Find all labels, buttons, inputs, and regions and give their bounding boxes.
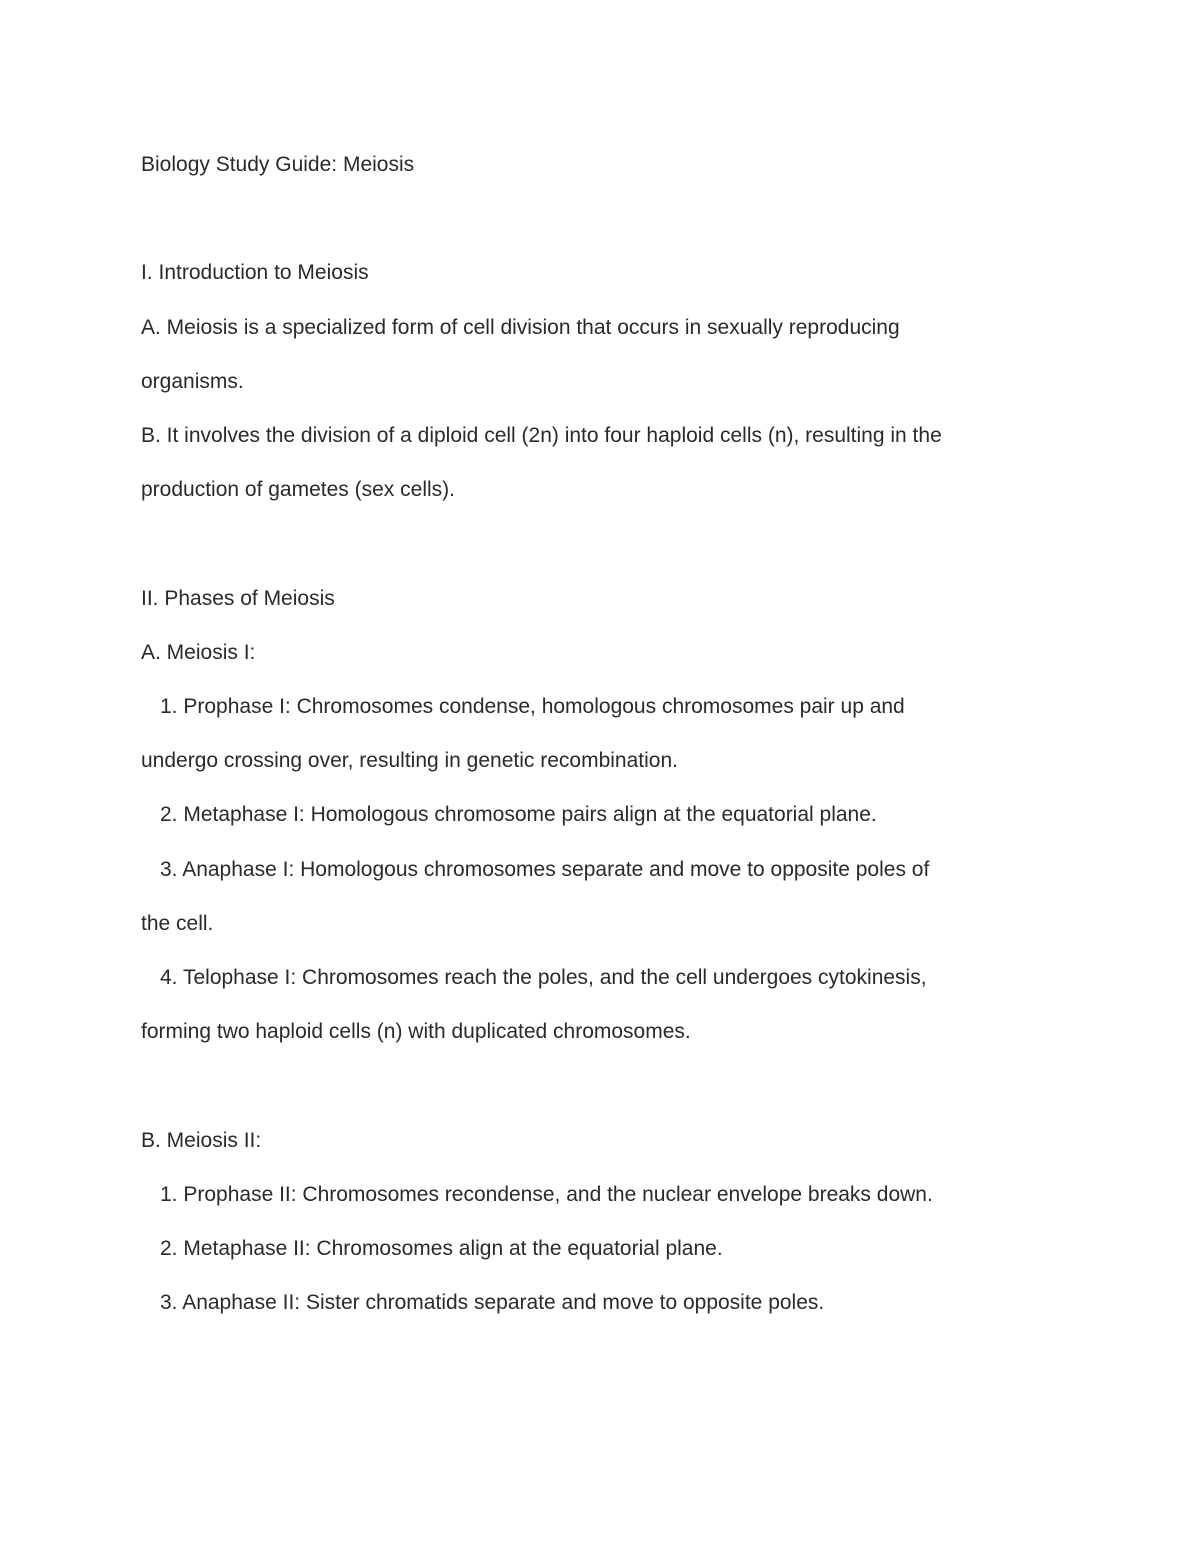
anaphase-2: 3. Anaphase II: Sister chromatids separate and move to opposite poles.	[160, 1291, 825, 1315]
prophase-1-line-2: undergo crossing over, resulting in genetic recombination.	[141, 749, 678, 773]
prophase-2: 1. Prophase II: Chromosomes recondense, and the nuclear envelope breaks down.	[160, 1182, 933, 1206]
subheading-meiosis-2: B. Meiosis II:	[141, 1128, 262, 1152]
spacer	[141, 517, 1056, 571]
intro-point-b-line-2: production of gametes (sex cells).	[141, 478, 455, 502]
metaphase-1: 2. Metaphase I: Homologous chromosome pairs align at the equatorial plane.	[160, 803, 877, 827]
telophase-1-line-1: 4. Telophase I: Chromosomes reach the poles, and the cell undergoes cytokinesis,	[160, 966, 927, 990]
subheading-meiosis-1: A. Meiosis I:	[141, 640, 256, 664]
section-heading-introduction: I. Introduction to Meiosis	[141, 261, 369, 285]
intro-point-a-line-1: A. Meiosis is a specialized form of cell division that occurs in sexually reproducing	[141, 315, 900, 339]
intro-point-b-line-1: B. It involves the division of a diploid cell (2n) into four haploid cells (n), resulting in the	[141, 424, 942, 447]
telophase-1-line-2: forming two haploid cells (n) with duplicated chromosomes.	[141, 1020, 691, 1044]
document-title: Biology Study Guide: Meiosis	[141, 153, 415, 176]
metaphase-2: 2. Metaphase II: Chromosomes align at the equatorial plane.	[160, 1237, 723, 1261]
document-body	[141, 138, 1056, 1330]
anaphase-1-line-1: 3. Anaphase I: Homologous chromosomes separate and move to opposite poles of	[160, 857, 930, 881]
anaphase-1-line-2: the cell.	[141, 911, 214, 935]
intro-point-a-line-2: organisms.	[141, 369, 244, 393]
spacer	[141, 192, 1056, 246]
prophase-1-line-1: 1. Prophase I: Chromosomes condense, homologous chromosomes pair up and	[160, 695, 905, 718]
spacer	[141, 1059, 1056, 1113]
section-heading-phases: II. Phases of Meiosis	[141, 586, 335, 610]
